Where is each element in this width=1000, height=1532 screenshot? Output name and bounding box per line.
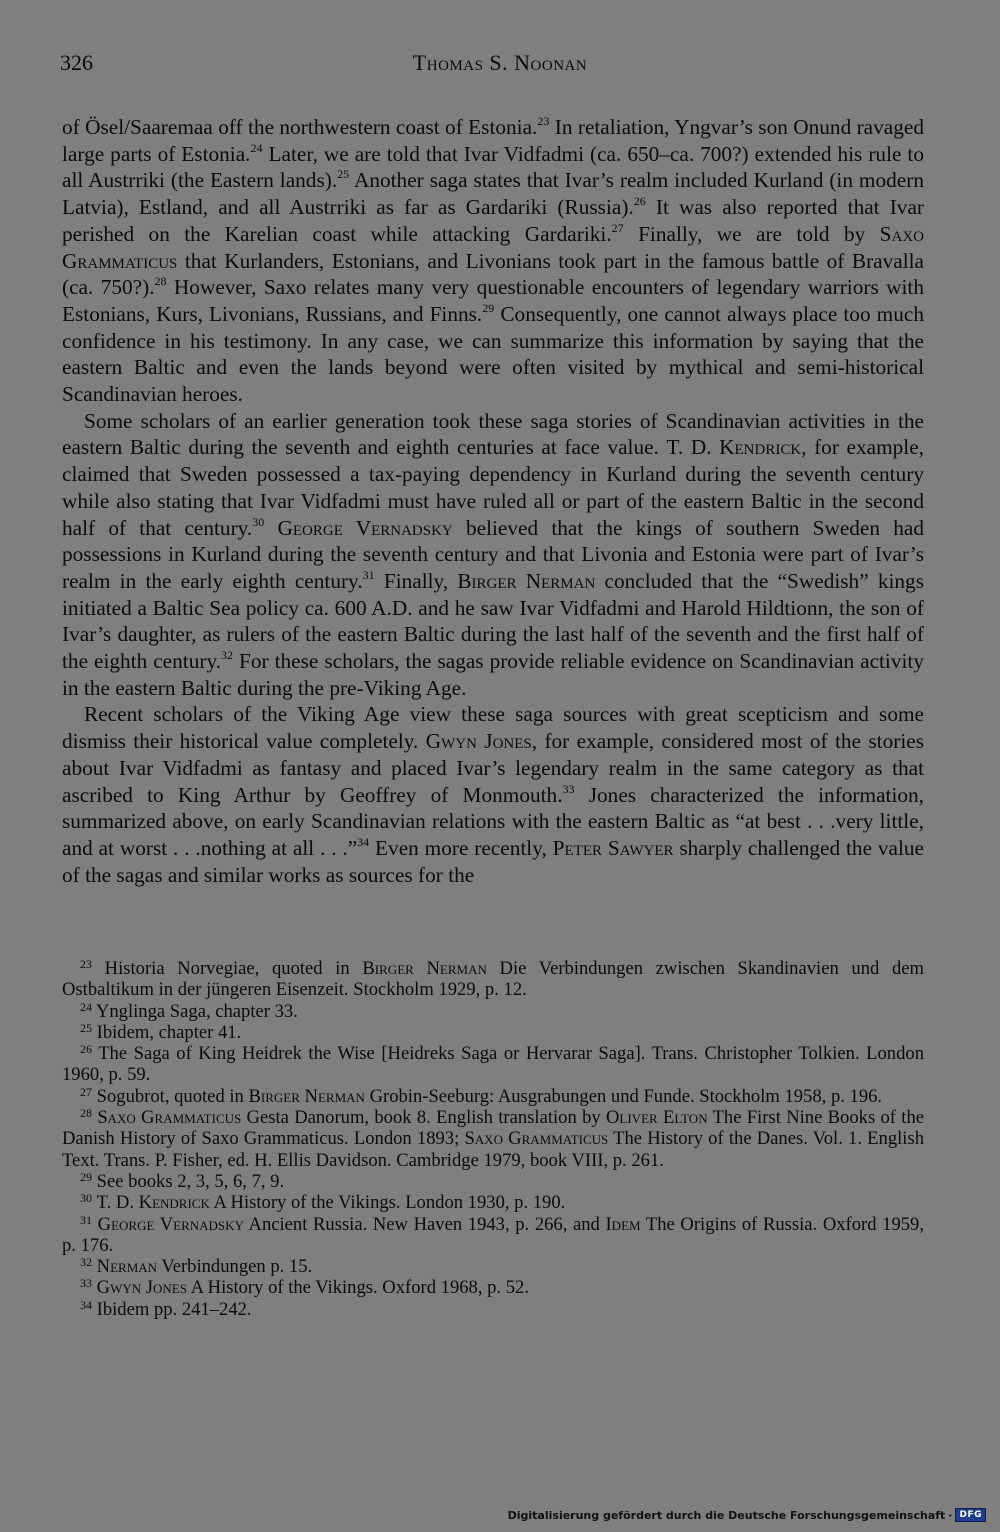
footnote-text xyxy=(92,1277,529,1298)
text-run: Even more recently, xyxy=(369,835,553,860)
footnote-ref: 32 xyxy=(221,648,234,663)
text-run: Recent scholars of the Viking Age view these saga sources with great scepticism and some dismiss their historical value completely. xyxy=(62,702,924,754)
footnote-marker: 28 xyxy=(80,1106,92,1121)
footnote-text xyxy=(92,1001,298,1022)
paragraph xyxy=(62,701,924,888)
text-run: Ibidem pp. 241–242. xyxy=(92,1298,252,1320)
text-run: , for example, considered most of the stories about Ivar Vidfadmi as fantasy and placed Ivar’s legendary realm in the same category as that ascribed to King Arthur by Geoffrey of Monmouth. xyxy=(62,729,924,807)
text-run: , for example, claimed that Sweden possessed a tax-paying dependency in Kurland during the seventh century while also stating that Ivar Vidfadmi must have ruled all or part of the eastern Baltic in the second half of that century. xyxy=(62,435,924,540)
text-run: Finally, xyxy=(374,568,458,593)
footnote-number xyxy=(62,1277,92,1298)
footnote-text xyxy=(62,1107,924,1171)
footnote-marker: 23 xyxy=(80,957,92,971)
author-name: Idem xyxy=(605,1213,641,1235)
footnote-ref: 29 xyxy=(482,300,495,315)
footnote xyxy=(62,1086,924,1107)
footnote xyxy=(62,1192,924,1213)
text-run: The Saga of King Heidrek the Wise [Heidreks Saga or Hervarar Saga]. Trans. Christopher Tolkien. London 1960, p. 59. xyxy=(62,1043,924,1086)
author-name: T. D. Kendrick xyxy=(96,1192,210,1214)
footnote-text xyxy=(92,1192,565,1213)
author-name: Peter Sawyer xyxy=(552,835,674,860)
footnote-ref: 30 xyxy=(252,514,265,529)
footnote-ref: 34 xyxy=(357,834,370,849)
text-run: See books 2, 3, 5, 6, 7, 9. xyxy=(92,1170,285,1192)
text-run: Ibidem, chapter 41. xyxy=(92,1021,242,1043)
author-name: Birger Nerman xyxy=(248,1085,365,1107)
footnote-text xyxy=(62,1214,924,1256)
author-name: Saxo Grammaticus xyxy=(464,1128,609,1150)
footnotes xyxy=(62,958,924,1320)
author-name: Birger Nerman xyxy=(362,958,487,979)
footnote-marker: 31 xyxy=(80,1212,92,1227)
footnote-number xyxy=(62,1192,92,1213)
footnote xyxy=(62,1107,924,1171)
paragraph xyxy=(62,114,924,408)
text-run: sharply challenged the value of the sagas and similar works as sources for the xyxy=(62,835,925,887)
footnote-marker: 34 xyxy=(80,1297,92,1312)
running-head-author: Thomas S. Noonan xyxy=(412,50,588,75)
footnote-text xyxy=(92,1171,284,1192)
text-run: Finally, we are told by xyxy=(623,221,880,246)
text-run: It was also reported that Ivar perished on the Karelian coast while attacking Gardariki. xyxy=(62,195,924,246)
text-run: The History of the Danes. Vol. 1. English Text. Trans. P. Fisher, ed. H. Ellis Davidson. Cambridge 1979, book VIII, p. 261. xyxy=(62,1128,924,1171)
text-run: Jones characterized the information, summarized above, on early Scandinavian relations with the eastern Baltic as “at best . . .very little, and at worst . . .nothing at all . . .” xyxy=(62,782,925,860)
footnote-marker: 32 xyxy=(80,1255,92,1270)
footnote-ref: 28 xyxy=(154,274,167,289)
footnote-text xyxy=(92,1256,312,1277)
footnote-number xyxy=(62,1086,92,1107)
text-run xyxy=(264,516,277,540)
text-run: Some scholars of an earlier generation took these saga stories of Scandinavian activities in the eastern Baltic during the seventh and eighth centuries at face value. xyxy=(62,408,924,460)
text-run: The Origins of Russia. Oxford 1959, p. 176. xyxy=(62,1213,924,1256)
text-run: However, Saxo relates many very questionable encounters of legendary warriors with Estonians, Kurs, Livonians, Russians, and Finns. xyxy=(62,275,925,326)
author-name: T. D. Kendrick xyxy=(666,435,802,460)
text-run: Die Verbindungen zwischen Skandinavien und dem Ostbaltikum in der jüngeren Eisenzeit. Stockholm 1929, p. 12. xyxy=(62,958,924,1001)
body-text xyxy=(62,114,924,888)
footnote xyxy=(62,1299,924,1320)
footnote-ref: 24 xyxy=(250,140,263,155)
credit-separator: · xyxy=(948,1508,953,1522)
author-name: George Vernadsky xyxy=(97,1213,244,1235)
footnote-marker: 26 xyxy=(80,1042,92,1057)
text-run: A History of the Vikings. Oxford 1968, p. 52. xyxy=(186,1277,529,1299)
author-name: Nerman xyxy=(96,1256,158,1278)
footnote-marker: 30 xyxy=(80,1191,92,1206)
author-name: Birger Nerman xyxy=(457,568,596,593)
footnote-number xyxy=(62,1256,92,1277)
footnote-marker: 24 xyxy=(80,999,92,1014)
footnote-number xyxy=(62,1107,92,1128)
text-run: Verbindungen p. 15. xyxy=(157,1256,313,1278)
footnote-ref: 26 xyxy=(633,194,646,209)
footnote-number xyxy=(62,1043,92,1064)
footnote-text xyxy=(92,1299,252,1320)
footnote-marker: 29 xyxy=(80,1169,92,1184)
footnote-number xyxy=(62,1022,92,1043)
author-name: Gwyn Jones xyxy=(96,1277,187,1299)
footnote-text xyxy=(92,1086,882,1107)
footnote-marker: 33 xyxy=(80,1276,92,1291)
author-name: George Vernadsky xyxy=(277,515,453,540)
paragraph xyxy=(62,408,924,702)
footnote xyxy=(62,1001,924,1022)
author-name: Saxo Grammaticus xyxy=(97,1107,242,1129)
text-run: Ynglinga Saga, chapter 33. xyxy=(92,1000,298,1022)
dfg-logo: DFG xyxy=(955,1508,986,1522)
text-run: concluded that the “Swedish” kings initiated a Baltic Sea policy ca. 600 A.D. and he saw Ivar Vidfadmi and Harold Hildtionn, the son of Ivar’s daughter, as rulers of the eastern Baltic during the last half of the seventh and the first half of the eighth century. xyxy=(62,568,924,674)
footnote-number xyxy=(62,1171,92,1192)
footnote-number xyxy=(62,1214,92,1235)
text-run: Consequently, one cannot always place too much confidence in his testimony. In any case, we can summarize this information by saying that the eastern Baltic and even the lands beyond were often visited by mythical and semi-historical Scandinavian heroes. xyxy=(62,301,924,407)
footnote-ref: 25 xyxy=(337,167,350,182)
footnote-text xyxy=(92,1022,241,1043)
text-run: that Kurlanders, Estonians, and Livonians took part in the famous battle of Bravalla (ca. 750?). xyxy=(62,248,924,300)
footnote xyxy=(62,1256,924,1277)
footnote-number xyxy=(62,1299,92,1320)
footnote xyxy=(62,1214,924,1257)
text-run: The First Nine Books of the Danish History of Saxo Grammaticus. London 1893; xyxy=(62,1107,925,1150)
page-number: 326 xyxy=(60,50,93,75)
text-run: believed that the kings of southern Sweden had possessions in Kurland during the seventh century and that Livonia and Estonia were part of Ivar’s realm in the early eighth century. xyxy=(62,515,925,593)
text-run: Historia Norvegiae, quoted in xyxy=(92,958,363,979)
footnote-ref: 33 xyxy=(562,781,575,796)
author-name: Oliver Elton xyxy=(605,1107,708,1129)
text-run: Later, we are told that Ivar Vidfadmi (ca. 650–ca. 700?) extended his rule to all Austrriki (the Eastern lands). xyxy=(62,141,924,193)
text-run: A History of the Vikings. London 1930, p. 190. xyxy=(209,1192,566,1214)
footnote-ref: 31 xyxy=(362,567,375,582)
text-run: Gesta Danorum, book 8. English translation by xyxy=(241,1107,606,1129)
text-run: of Ösel/Saaremaa off the northwestern coast of Estonia. xyxy=(62,115,538,139)
footnote-text xyxy=(62,958,924,1000)
author-name: Gwyn Jones xyxy=(425,729,532,754)
footnote xyxy=(62,1171,924,1192)
text-run: For these scholars, the sagas provide reliable evidence on Scandinavian activity in the eastern Baltic during the pre-Viking Age. xyxy=(62,649,924,700)
footnote-marker: 27 xyxy=(80,1084,92,1099)
footnote-text xyxy=(62,1043,924,1085)
text-run: Sogubrot, quoted in xyxy=(92,1085,249,1107)
text-run: In retaliation, Yngvar’s son Onund ravaged large parts of Estonia. xyxy=(62,115,924,166)
footnote xyxy=(62,958,924,1001)
footnote-number xyxy=(62,1001,92,1022)
footnote-ref: 27 xyxy=(611,220,624,235)
footnote-marker: 25 xyxy=(80,1020,92,1035)
footnote xyxy=(62,1277,924,1298)
footnote-ref: 23 xyxy=(537,114,550,128)
digitization-credit-text: Digitalisierung gefördert durch die Deutsche Forschungsgemeinschaft xyxy=(507,1508,946,1522)
running-head xyxy=(0,50,1000,76)
text-run: Grobin-Seeburg: Ausgrabungen und Funde. Stockholm 1958, p. 196. xyxy=(364,1085,883,1107)
footnote xyxy=(62,1043,924,1086)
text-run: Ancient Russia. New Haven 1943, p. 266, and xyxy=(243,1213,606,1235)
digitization-credit xyxy=(508,1508,986,1522)
text-run: Another saga states that Ivar’s realm included Kurland (in modern Latvia), Estland, and all Austrriki as far as Gardariki (Russia). xyxy=(62,168,924,220)
author-name: Saxo Grammaticus xyxy=(62,221,924,273)
footnote-number xyxy=(62,958,92,979)
footnote xyxy=(62,1022,924,1043)
